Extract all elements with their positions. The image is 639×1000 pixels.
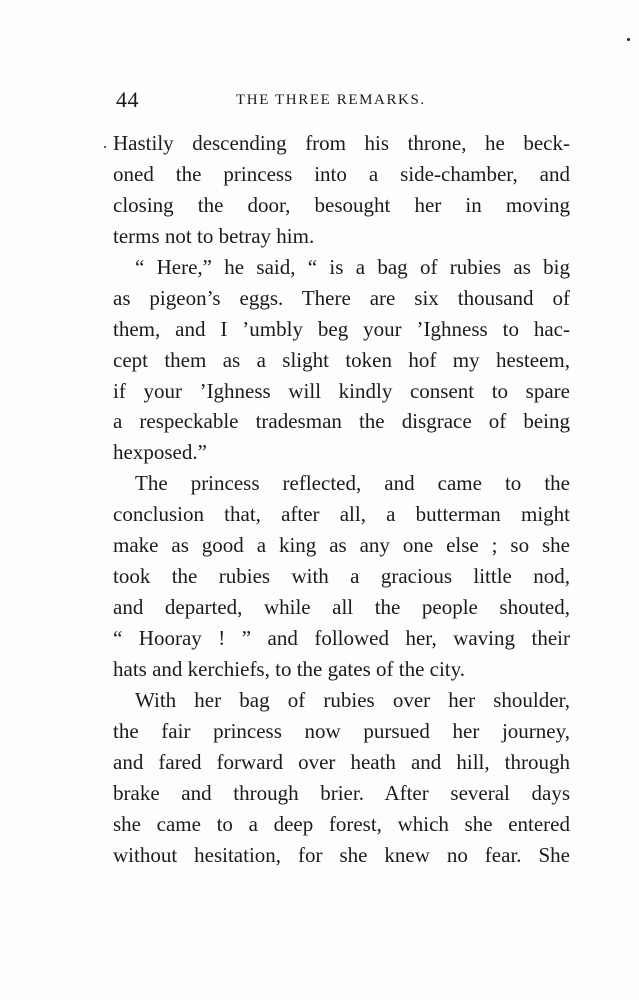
- text-line: conclusion that, after all, a butterman might: [113, 502, 570, 527]
- text-line: hexposed.”: [113, 440, 207, 465]
- text-line: the fair princess now pursued her journey,: [113, 718, 570, 743]
- body-text: [113, 128, 570, 871]
- text-line: a respeckable tradesman the disgrace of being: [113, 409, 570, 434]
- text-line: With her bag of rubies over her shoulder,: [135, 687, 570, 712]
- text-line: as pigeon’s eggs. There are six thousand of: [113, 285, 570, 310]
- text-line: brake and through brier. After several days: [113, 780, 570, 805]
- print-speck: [627, 38, 630, 41]
- text-line: cept them as a slight token hof my hesteem,: [113, 347, 570, 372]
- page-number: 44: [116, 87, 139, 112]
- text-line: if your ’Ighness will kindly consent to spare: [113, 378, 570, 403]
- text-line: and departed, while all the people shouted,: [113, 595, 570, 620]
- text-line: them, and I ’umbly beg your ’Ighness to hac-: [113, 316, 570, 341]
- text-line: and fared forward over heath and hill, through: [113, 749, 570, 774]
- text-line: without hesitation, for she knew no fear. She: [113, 842, 570, 867]
- text-line: The princess reflected, and came to the: [135, 471, 570, 496]
- text-line: “ Hooray ! ” and followed her, waving their: [113, 626, 570, 650]
- running-title: THE THREE REMARKS.: [236, 92, 426, 108]
- print-speck: [104, 146, 106, 148]
- text-line: took the rubies with a gracious little nod,: [113, 564, 570, 589]
- text-line: she came to a deep forest, which she entered: [113, 811, 570, 836]
- page-header: [116, 87, 572, 117]
- text-line: hats and kerchiefs, to the gates of the city.: [113, 656, 466, 681]
- text-line: closing the door, besought her in moving: [113, 192, 570, 217]
- text-line: oned the princess into a side-chamber, and: [113, 161, 570, 186]
- text-line: terms not to betray him.: [113, 223, 315, 248]
- text-line: Hastily descending from his throne, he beck-: [113, 131, 570, 155]
- text-line: make as good a king as any one else ; so she: [113, 533, 570, 558]
- text-line: “ Here,” he said, “ is a bag of rubies as big: [135, 254, 570, 279]
